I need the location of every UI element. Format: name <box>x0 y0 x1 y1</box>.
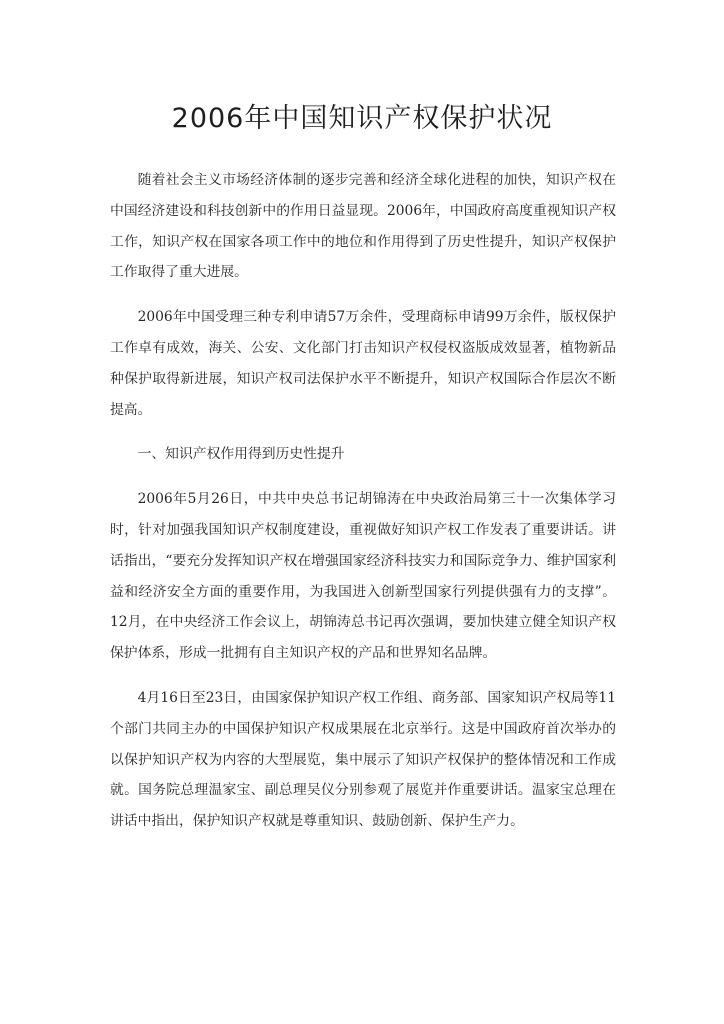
paragraph-intro: 随着社会主义市场经济体制的逐步完善和经济全球化进程的加快，知识产权在中国经济建设和科技创新中的作用日益显现。2006年，中国政府高度重视知识产权工作，知识产权在国家各项工作中的地位和作用得到了历史性提升，知识产权保护工作取得了重大进展。 <box>110 172 616 281</box>
document-body <box>110 165 616 837</box>
section-heading: 一、知识产权作用得到历史性提升 <box>137 446 345 463</box>
paragraph-exhibition: 4月16日至23日，由国家保护知识产权工作组、商务部、国家知识产权局等11个部门共同主办的中国保护知识产权成果展在北京举行。这是中国政府首次举办的以保护知识产权为内容的大型展览，集中展示了知识产权保护的整体情况和工作成就。国务院总理温家宝、副总理吴仪分别参观了展览并作重要讲话。温家宝总理在讲话中指出，保护知识产权就是尊重知识、鼓励创新、保护生产力。 <box>110 689 616 830</box>
document-title: 2006年中国知识产权保护状况 <box>171 103 553 134</box>
paragraph-summary: 2006年中国受理三种专利申请57万余件，受理商标申请99万余件，版权保护工作卓有成效，海关、公安、文化部门打击知识产权侵权盗版成效显著，植物新品种保护取得新进展，知识产权司法保护水平不断提升，知识产权国际合作层次不断提高。 <box>110 309 616 418</box>
paragraph-hu-jintao-speech: 2006年5月26日，中共中央总书记胡锦涛在中央政治局第三十一次集体学习时，针对加强我国知识产权制度建设，重视做好知识产权工作发表了重要讲话。讲话指出，“要充分发挥知识产权在增强国家经济科技实力和国际竞争力、维护国家利益和经济安全方面的重要作用，为我国进入创新型国家行列提供强有力的支撑”。12月，在中央经济工作会议上，胡锦涛总书记再次强调，要加快建立健全知识产权保护体系，形成一批拥有自主知识产权的产品和世界知名品牌。 <box>110 491 616 662</box>
